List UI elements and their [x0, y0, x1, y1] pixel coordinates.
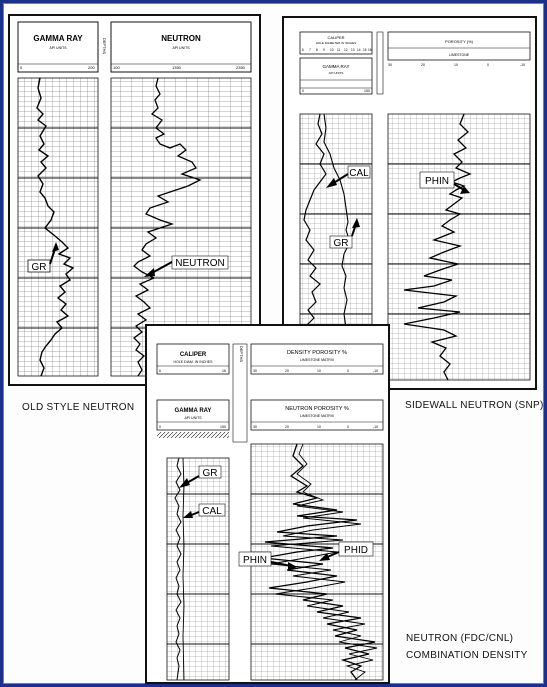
snp-cal-tick-1: 7	[309, 48, 311, 52]
cnl-density-matrix: LIMESTONE MATRIX	[299, 358, 335, 362]
old-style-neutron-caption: OLD STYLE NEUTRON	[22, 402, 135, 413]
snp-cal-tick-5: 11	[337, 48, 341, 52]
snp-gr-callout-label: GR	[333, 238, 349, 249]
snp-caliper-title: CALIPER	[327, 35, 345, 40]
sidewall-neutron-caption: SIDEWALL NEUTRON (SNP)	[405, 400, 544, 411]
cnl-neutron-matrix: LIMESTONE MATRIX	[299, 414, 335, 418]
old-gr-callout-label: GR	[31, 262, 47, 273]
cnl-neut-tick-4: -10	[373, 425, 379, 429]
snp-por-tick-0: 30	[388, 63, 392, 67]
combination-density-panel	[145, 324, 390, 684]
snp-gamma-unit: API UNITS	[328, 71, 344, 75]
snp-por-tick-3: 0	[487, 63, 489, 67]
snp-cal-callout-label: CAL	[349, 168, 369, 179]
old-gr-scale-min: 0	[20, 65, 23, 70]
cnl-density-title: DENSITY POROSITY %	[286, 350, 348, 356]
snp-por-tick-4: -10	[520, 63, 526, 67]
combination-caption-line1: NEUTRON (FDC/CNL)	[406, 633, 514, 644]
cnl-gamma-max: 150	[220, 425, 226, 429]
old-neutron-title: NEUTRON	[161, 34, 201, 43]
cnl-phin-callout-label: PHIN	[243, 555, 267, 566]
snp-cal-tick-0: 6	[302, 48, 304, 52]
cnl-phid-callout-label: PHID	[344, 545, 368, 556]
old-gr-scale-max: 200	[88, 65, 95, 70]
cnl-caliper-unit: HOLE DIAM. IN INCHES	[173, 360, 213, 364]
cnl-cal-callout-label: CAL	[202, 506, 222, 517]
snp-cal-tick-6: 12	[344, 48, 348, 52]
snp-gamma-title: GAMMA RAY	[322, 64, 350, 69]
snp-cal-tick-9: 15	[363, 48, 367, 52]
cnl-neut-tick-3: 0	[347, 425, 349, 429]
cnl-dens-tick-3: 0	[347, 369, 349, 373]
snp-porosity-title: POROSITY (%)	[445, 39, 473, 44]
cnl-neut-tick-0: 30	[253, 425, 257, 429]
old-n-scale-min: 100	[113, 65, 120, 70]
old-n-scale-max: 2350	[236, 65, 245, 70]
old-neutron-callout-label: NEUTRON	[175, 258, 225, 269]
snp-cal-tick-4: 10	[330, 48, 334, 52]
old-neutron-unit: API UNITS	[172, 46, 190, 50]
cnl-caliper-title: CALIPER	[179, 352, 207, 358]
snp-cal-tick-2: 8	[316, 48, 318, 52]
combination-log-svg	[147, 326, 388, 682]
cnl-neutron-title: NEUTRON POROSITY %	[285, 406, 349, 412]
cnl-neut-tick-2: 10	[317, 425, 321, 429]
cnl-gamma-min: 0	[159, 425, 161, 429]
snp-por-tick-1: 20	[421, 63, 425, 67]
cnl-caliper-max: 16	[222, 369, 226, 373]
cnl-dens-tick-0: 30	[253, 369, 257, 373]
snp-porosity-matrix: LIMESTONE	[448, 53, 470, 57]
old-gr-title: GAMMA RAY	[33, 34, 83, 43]
cnl-dens-tick-4: -10	[373, 369, 379, 373]
cnl-gamma-unit: API UNITS	[184, 416, 202, 420]
snp-caliper-unit: HOLE DIAMETER IN INCHES	[315, 41, 357, 45]
snp-cal-tick-7: 13	[351, 48, 355, 52]
cnl-gr-callout-label: GR	[202, 468, 218, 479]
snp-gamma-max: 150	[364, 89, 370, 93]
cnl-dens-tick-2: 10	[317, 369, 321, 373]
cnl-depth-label: DEPTHS	[239, 345, 244, 363]
snp-cal-tick-3: 9	[323, 48, 325, 52]
cnl-caliper-min: 6	[159, 369, 161, 373]
cnl-neut-tick-1: 20	[285, 425, 289, 429]
snp-cal-tick-10: 16	[368, 48, 372, 52]
cnl-dens-tick-1: 20	[285, 369, 289, 373]
snp-por-tick-2: 10	[454, 63, 458, 67]
old-depth-label: DEPTHS	[102, 37, 107, 55]
cnl-gamma-title: GAMMA RAY	[174, 408, 212, 414]
old-gr-unit: API UNITS	[49, 46, 67, 50]
snp-gamma-min: 0	[302, 89, 304, 93]
snp-cal-tick-8: 14	[357, 48, 361, 52]
old-n-scale-mid: 1350	[172, 65, 181, 70]
snp-phin-callout-label: PHIN	[425, 176, 449, 187]
combination-caption-line2: COMBINATION DENSITY	[406, 650, 528, 661]
